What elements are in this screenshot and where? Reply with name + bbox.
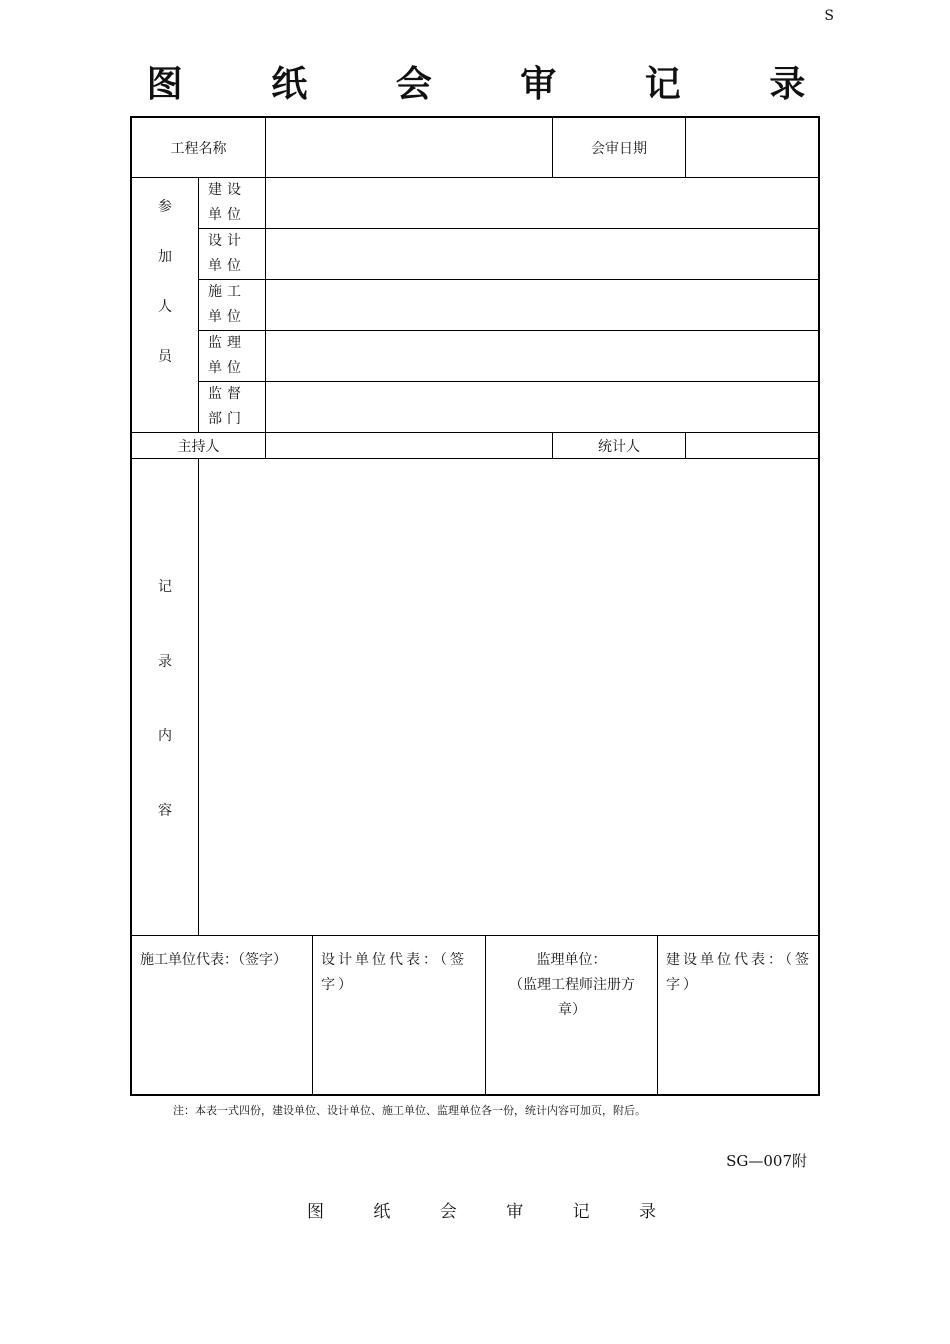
host-label: 主持人	[177, 438, 220, 455]
participant-field[interactable]	[266, 178, 818, 228]
review-form	[130, 116, 820, 1096]
record-content-field[interactable]	[199, 459, 818, 935]
unit-label-supervision: 监理单位	[208, 335, 246, 376]
col-divider	[657, 935, 658, 1096]
project-name-label: 工程名称	[170, 140, 227, 157]
stats-label: 统计人	[598, 438, 640, 455]
construction-rep-signature[interactable]: 施工单位代表：（签字）	[140, 952, 287, 968]
record-label-char: 记	[158, 579, 172, 595]
form-code: SG—007附	[726, 1152, 807, 1170]
unit-label-oversight: 监督部门	[208, 386, 246, 427]
participants-label-char: 人	[158, 299, 172, 315]
owner-rep-signature[interactable]: 建设单位代表：（签字）	[666, 952, 812, 993]
participant-field[interactable]	[266, 229, 818, 279]
participant-field[interactable]	[266, 280, 818, 330]
row-divider	[132, 935, 818, 936]
participants-label-char: 参	[158, 199, 172, 215]
record-label-char: 内	[158, 728, 172, 744]
host-field[interactable]	[266, 433, 552, 458]
record-label-char: 录	[158, 654, 172, 670]
col-divider	[312, 935, 313, 1096]
supervision-signature-line2[interactable]: （监理工程师注册方章）	[509, 977, 635, 1018]
unit-label-design: 设计单位	[208, 233, 246, 274]
unit-label-construction: 施工单位	[208, 284, 246, 325]
project-name-field[interactable]	[266, 118, 552, 177]
design-rep-signature[interactable]: 设计单位代表：（签字）	[321, 952, 467, 993]
participants-label-char: 加	[158, 249, 172, 265]
corner-mark: S	[824, 8, 834, 24]
supervision-signature-line1: 监理单位：	[536, 952, 607, 968]
review-date-field[interactable]	[686, 118, 818, 177]
participants-label-char: 员	[158, 349, 172, 365]
form-note: 注：本表一式四份，建设单位、设计单位、施工单位、监理单位各一份，统计内容可加页，附后。	[173, 1104, 646, 1117]
unit-label-owner: 建设单位	[208, 182, 246, 223]
review-date-label: 会审日期	[591, 140, 647, 157]
footer-title: 图 纸 会 审 记 录	[306, 1202, 679, 1222]
record-label-char: 容	[158, 803, 172, 819]
page-title: 图 纸 会 审 记 录	[146, 63, 844, 105]
stats-field[interactable]	[686, 433, 818, 458]
col-divider	[198, 177, 199, 432]
participant-field[interactable]	[266, 331, 818, 381]
participant-field[interactable]	[266, 382, 818, 432]
